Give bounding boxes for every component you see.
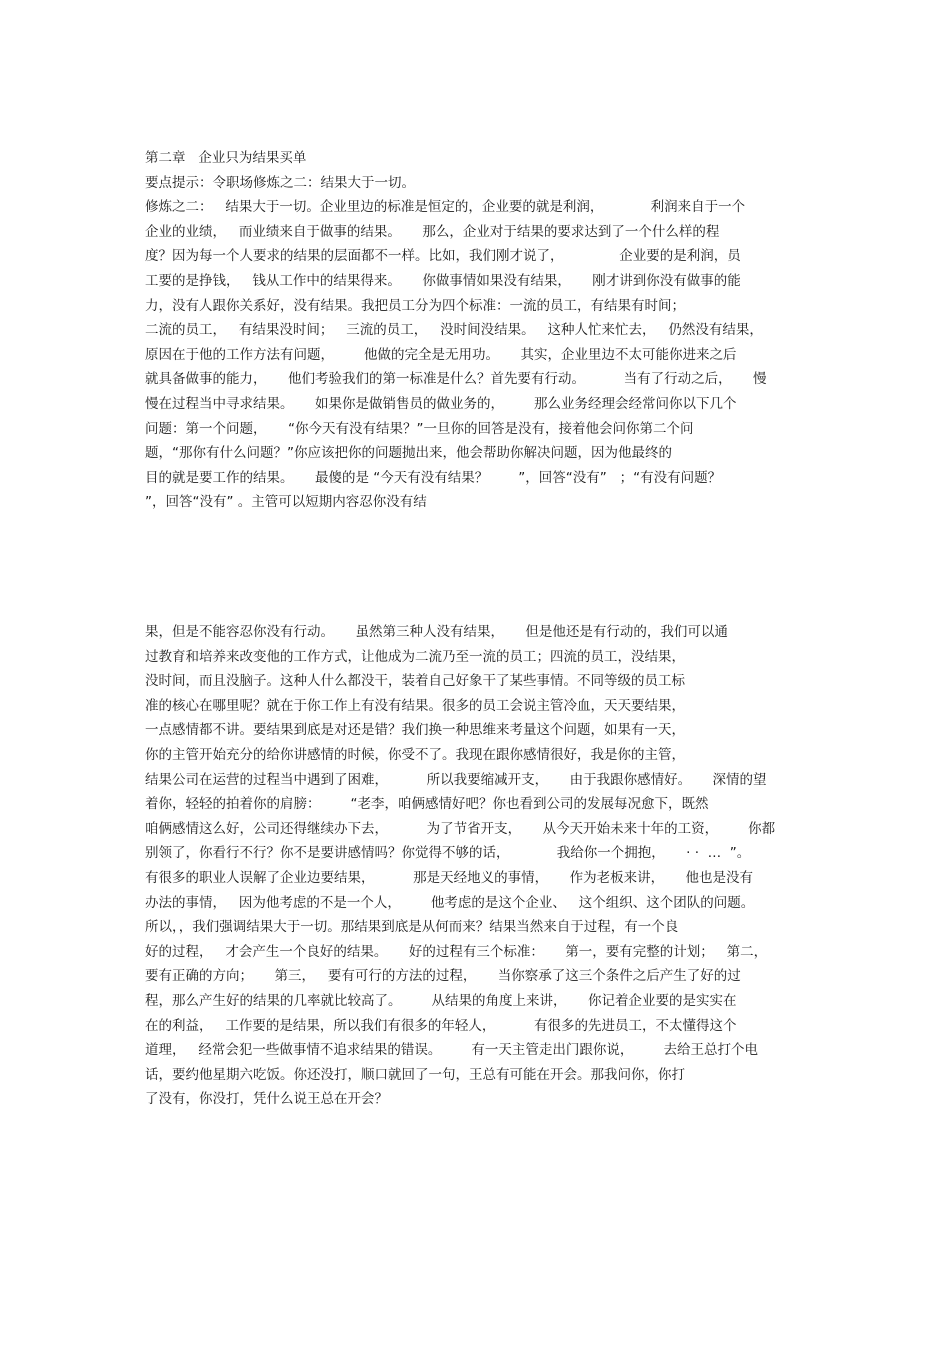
text-line: 要点提示：令职场修炼之二：结果大于一切。: [145, 174, 415, 191]
text-line: 题，“那你有什么问题？”你应该把你的问题抛出来，他会帮助你解决问题，因为他最终的: [145, 445, 672, 462]
text-line: 过教育和培养来改变他的工作方式，让他成为二流乃至一流的员工；四流的员工，没结果，: [145, 648, 685, 665]
text-line: 要有正确的方向； 第三， 要有可行的方法的过程， 当你察承了这三个条件之后产生了好的过: [145, 968, 741, 985]
text-line: 别领了，你看行不行？你不是要讲感情吗？你觉得不够的话， 我给你一个拥抱， · · … ”。: [145, 845, 751, 862]
text-line: 目的就是要工作的结果。 最傻的是 “今天有没有结果？ ”，回答“没有” ；“有没有问题？: [145, 469, 722, 486]
text-line: 准的核心在哪里呢？就在于你工作上有没有结果。很多的员工会说主管冷血，天天要结果，: [145, 697, 685, 714]
text-line: 问题：第一个问题， “你今天有没有结果？”一旦你的回答是没有，接着他会问你第二个问: [145, 420, 694, 437]
text-line: 度？因为每一个人要求的结果的层面都不一样。比如，我们刚才说了， 企业要的是利润，员: [145, 248, 741, 265]
text-line: 你的主管开始充分的给你讲感情的时候，你受不了。我现在跟你感情很好，我是你的主管，: [145, 746, 685, 763]
text-line: 程，那么产生好的结果的几率就比较高了。 从结果的角度上来讲， 你记着企业要的是实实在: [145, 992, 737, 1009]
text-line: 没时间，而且没脑子。这种人什么都没干，装着自己好象干了某些事情。不同等级的员工标: [145, 673, 685, 690]
text-line: 工要的是挣钱， 钱从工作中的结果得来。 你做事情如果没有结果， 刚才讲到你没有做事的能: [145, 272, 741, 289]
text-line: 慢在过程当中寻求结果。 如果你是做销售员的做业务的， 那么业务经理会经常问你以下几个: [145, 395, 737, 412]
text-line: 在的利益， 工作要的是结果，所以我们有很多的年轻人， 有很多的先进员工，不太懂得这个: [145, 1017, 737, 1034]
text-line: 果，但是不能容忍你没有行动。 虽然第三种人没有结果， 但是他还是有行动的，我们可以通: [145, 624, 728, 640]
text-line: ”，回答“没有” 。主管可以短期内容忍你没有结: [145, 494, 427, 511]
text-line: 就具备做事的能力， 他们考验我们的第一标准是什么？首先要有行动。 当有了行动之后， 慢: [145, 371, 767, 388]
text-line: 办法的事情， 因为他考虑的不是一个人， 他考虑的是这个企业、 这个组织、这个团队的问题。: [145, 894, 755, 911]
text-line: 道理， 经常会犯一些做事情不追求结果的错误。 有一天主管走出门跟你说， 去给王总打个电: [145, 1042, 758, 1059]
text-line: 好的过程， 才会产生一个良好的结果。 好的过程有三个标准： 第一，要有完整的计划； 第二，: [145, 943, 768, 960]
text-line: 话，要约他星期六吃饭。你还没打，顺口就回了一句，王总有可能在开会。那我问你，你打: [145, 1066, 685, 1083]
text-line: 企业的业绩， 而业绩来自于做事的结果。 那么，企业对于结果的要求达到了一个什么样的程: [145, 223, 720, 240]
text-line: 有很多的职业人误解了企业边要结果， 那是天经地义的事情， 作为老板来讲， 他也是没有: [145, 869, 754, 886]
text-block-top: [145, 146, 845, 515]
text-line: 第二章 企业只为结果买单: [145, 150, 307, 166]
text-line: 着你，轻轻的拍着你的肩膀： “老李，咱俩感情好吧？你也看到公司的发展每况愈下，既然: [145, 796, 709, 813]
text-block-bottom: [145, 620, 845, 1112]
text-line: 原因在于他的工作方法有问题， 他做的完全是无用功。 其实，企业里边不太可能你进来之后: [145, 346, 737, 363]
text-line: 力，没有人跟你关系好，没有结果。我把员工分为四个标准：一流的员工，有结果有时间；: [145, 297, 685, 314]
text-line: 所以，，我们强调结果大于一切。那结果到底是从何而来？结果当然来自于过程，有一个良: [145, 919, 679, 936]
text-line: 二流的员工， 有结果没时间； 三流的员工， 没时间没结果。 这种人忙来忙去， 仍然没有结果，: [145, 322, 763, 339]
text-line: 结果公司在运营的过程当中遇到了困难， 所以我要缩减开支， 由于我跟你感情好。 深情的望: [145, 771, 767, 788]
text-line: 了没有，你没打，凭什么说王总在开会？: [145, 1091, 388, 1108]
text-line: 修炼之二： 结果大于一切。企业里边的标准是恒定的，企业要的就是利润， 利润来自于一个: [145, 199, 746, 216]
text-line: 咱俩感情这么好，公司还得继续办下去， 为了节省开支， 从今天开始未来十年的工资， 你都: [145, 820, 776, 837]
text-line: 一点感情都不讲。要结果到底是对还是错？我们换一种思维来考量这个问题，如果有一天，: [145, 722, 685, 739]
